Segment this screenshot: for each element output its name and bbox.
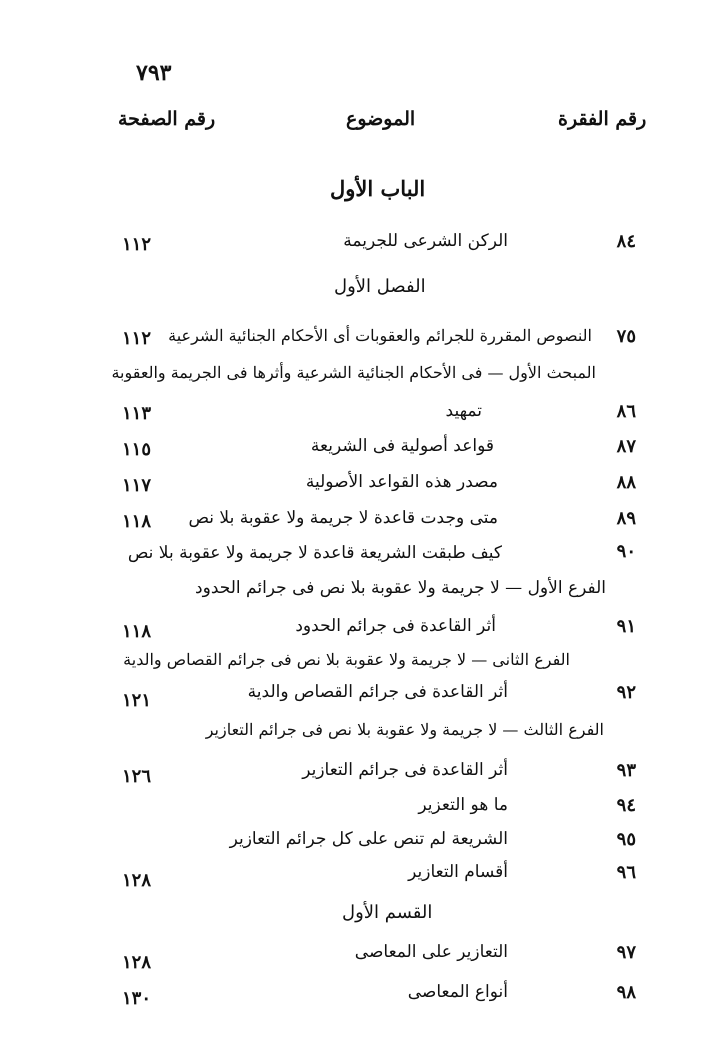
entry-96-number: ٩٦ (616, 862, 636, 883)
entry-86-page: ١١٣ (122, 403, 152, 424)
entry-75-number: ٧٥ (616, 326, 636, 347)
subsection-heading: المبحث الأول — فى الأحكام الجنائية الشرعية وأثرها فى الجريمة والعقوبة (111, 363, 596, 382)
entry-91-number: ٩١ (616, 616, 636, 637)
entry-88-title: مصدر هذه القواعد الأصولية (305, 472, 498, 492)
entry-92-title: أثر القاعدة فى جرائم القصاص والدية (247, 682, 508, 702)
entry-92-number: ٩٢ (616, 682, 636, 703)
entry-95-number: ٩٥ (616, 829, 636, 850)
entry-97-title: التعازير على المعاصى (354, 942, 508, 962)
section-title: الفصل الأول (334, 276, 426, 297)
entry-92-page: ١٢١ (122, 690, 152, 711)
page-number: ٧٩٣ (136, 60, 172, 86)
division-title: القسم الأول (342, 902, 433, 923)
entry-87-number: ٨٧ (616, 436, 636, 457)
branch-heading-3: الفرع الثالث — لا جريمة ولا عقوبة بلا نص فى جرائم التعازير (205, 720, 604, 739)
entry-98-page: ١٣٠ (122, 988, 152, 1009)
entry-84-page: ١١٢ (122, 234, 152, 255)
entry-88-page: ١١٧ (122, 475, 152, 496)
column-header-paragraph: رقم الفقرة (558, 108, 647, 130)
entry-91-title: أثر القاعدة فى جرائم الحدود (295, 616, 496, 636)
entry-97-page: ١٢٨ (122, 952, 152, 973)
entry-95-title: الشريعة لم تنص على كل جرائم التعازير (229, 829, 508, 849)
entry-86-title: تمهيد (445, 401, 482, 421)
entry-75-page: ١١٢ (122, 328, 152, 349)
entry-93-title: أثر القاعدة فى جرائم التعازير (302, 760, 508, 780)
entry-75-title: النصوص المقررة للجرائم والعقوبات أى الأحكام الجنائية الشرعية (168, 326, 592, 345)
entry-93-number: ٩٣ (616, 760, 636, 781)
entry-94-title: ما هو التعزير (418, 795, 508, 815)
entry-96-page: ١٢٨ (122, 870, 152, 891)
entry-88-number: ٨٨ (616, 472, 636, 493)
entry-98-title: أنواع المعاصى (407, 982, 508, 1002)
entry-87-page: ١١٥ (122, 439, 152, 460)
entry-89-number: ٨٩ (616, 508, 636, 529)
column-header-topic: الموضوع (346, 108, 416, 130)
column-header-page: رقم الصفحة (118, 108, 216, 130)
entry-89-title: متى وجدت قاعدة لا جريمة ولا عقوبة بلا نص (188, 508, 498, 528)
entry-94-number: ٩٤ (616, 795, 636, 816)
chapter-title: الباب الأول (330, 176, 426, 201)
entry-84-title: الركن الشرعى للجريمة (343, 231, 508, 251)
branch-heading-1: الفرع الأول — لا جريمة ولا عقوبة بلا نص فى جرائم الحدود (195, 578, 606, 598)
entry-93-page: ١٢٦ (122, 766, 152, 787)
entry-86-number: ٨٦ (616, 401, 636, 422)
entry-98-number: ٩٨ (616, 982, 636, 1003)
branch-heading-2: الفرع الثانى — لا جريمة ولا عقوبة بلا نص فى جرائم القصاص والدية (123, 650, 570, 669)
entry-90-title: كيف طبقت الشريعة قاعدة لا جريمة ولا عقوبة بلا نص (127, 543, 502, 563)
entry-84-number: ٨٤ (616, 231, 636, 252)
entry-97-number: ٩٧ (616, 942, 636, 963)
entry-90-number: ٩٠ (616, 541, 636, 562)
entry-87-title: قواعد أصولية فى الشريعة (310, 436, 494, 456)
entry-96-title: أقسام التعازير (408, 862, 508, 882)
entry-89-page: ١١٨ (122, 511, 152, 532)
entry-91-page: ١١٨ (122, 621, 152, 642)
